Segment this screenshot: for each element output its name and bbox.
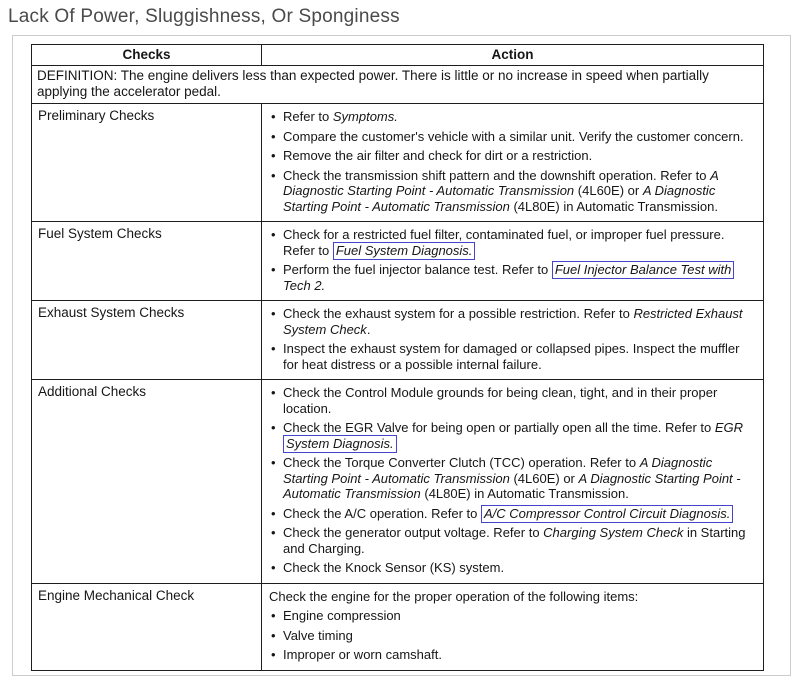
- action-item: [268, 109, 755, 125]
- action-item: [268, 262, 755, 293]
- table-body: [32, 66, 764, 671]
- table-row-fuel: [32, 222, 764, 301]
- check-cell: Preliminary Checks: [32, 104, 262, 222]
- table-row-engine: [32, 583, 764, 670]
- text-segment: A Diagnostic Starting Point - Automatic Transmission: [283, 470, 741, 501]
- check-cell: Fuel System Checks: [32, 222, 262, 301]
- text-segment: (4L60E) or: [574, 183, 643, 198]
- table-row-additional: [32, 380, 764, 584]
- action-intro: [268, 589, 755, 605]
- action-item: [268, 647, 755, 663]
- text-segment: Check for a restricted fuel filter, contaminated fuel, or improper fuel pressure. Refer to: [283, 227, 725, 258]
- text-segment: (4L60E) or: [509, 470, 579, 486]
- action-item: [268, 306, 755, 337]
- action-item: [268, 560, 755, 576]
- text-segment: Compare the customer's vehicle with a similar unit. Verify the customer concern.: [283, 128, 744, 144]
- table-row-exhaust: [32, 301, 764, 380]
- text-segment: A Diagnostic Starting Point - Automatic Transmission: [283, 455, 713, 486]
- action-item: [268, 525, 755, 556]
- action-item: [268, 341, 755, 372]
- text-segment: Charging System Check: [543, 525, 684, 540]
- text-segment: Check the generator output voltage. Refer to: [283, 525, 544, 540]
- text-segment: Inspect the exhaust system for damaged or collapsed pipes. Inspect the muffler for heat distress or a possible internal failure.: [283, 341, 740, 372]
- action-cell: [262, 222, 764, 301]
- text-segment: A Diagnostic Starting Point - Automatic Transmission: [283, 183, 716, 214]
- reference-link[interactable]: Fuel Injector Balance Test with: [552, 261, 735, 279]
- check-cell: Exhaust System Checks: [32, 301, 262, 380]
- text-segment: Improper or worn camshaft.: [283, 647, 442, 662]
- text-segment: in Starting and Charging.: [283, 525, 746, 556]
- text-segment: .: [366, 321, 371, 337]
- action-item: [268, 227, 755, 258]
- action-item: [268, 420, 755, 451]
- page-title: Lack Of Power, Sluggishness, Or Sponginess: [8, 6, 400, 27]
- diagnostic-table: [31, 44, 764, 671]
- text-segment: Check the engine for the proper operation of the following items:: [269, 588, 639, 604]
- text-segment: Check the exhaust system for a possible restriction. Refer to: [283, 306, 634, 321]
- action-item: [268, 506, 755, 522]
- action-cell: [262, 301, 764, 380]
- text-segment: Remove the air filter and check for dirt or a restriction.: [283, 148, 593, 163]
- text-segment: Check the Torque Converter Clutch (TCC) operation. Refer to: [283, 455, 640, 470]
- action-cell: [262, 380, 764, 584]
- action-cell: [262, 104, 764, 222]
- action-item: [268, 628, 755, 644]
- text-segment: Check the A/C operation. Refer to: [283, 505, 481, 521]
- check-cell: Engine Mechanical Check: [32, 583, 262, 670]
- text-segment: Symptoms.: [332, 109, 398, 124]
- action-column-header: Action: [262, 45, 764, 66]
- definition-row: [32, 66, 764, 104]
- action-item: [268, 455, 755, 502]
- text-segment: Perform the fuel injector balance test. Refer to: [283, 262, 552, 277]
- action-item: [268, 168, 755, 215]
- action-cell: [262, 583, 764, 670]
- text-segment: Check the Knock Sensor (KS) system.: [283, 560, 505, 575]
- text-segment: Tech 2.: [283, 277, 326, 293]
- action-item: [268, 129, 755, 145]
- text-segment: Refer to: [283, 109, 333, 124]
- action-item: [268, 608, 755, 624]
- text-segment: Valve timing: [283, 627, 353, 643]
- reference-link[interactable]: System Diagnosis.: [283, 435, 397, 453]
- action-item: [268, 148, 755, 164]
- text-segment: (4L80E) in Automatic Transmission.: [509, 198, 718, 214]
- text-segment: Check the transmission shift pattern and the downshift operation. Refer to: [283, 167, 711, 183]
- reference-link[interactable]: A/C Compressor Control Circuit Diagnosis.: [481, 505, 733, 523]
- text-segment: Check the Control Module grounds for being clean, tight, and in their proper location.: [283, 385, 718, 416]
- text-segment: Restricted Exhaust System Check: [283, 306, 743, 337]
- header-row: [32, 45, 764, 66]
- check-cell: Additional Checks: [32, 380, 262, 584]
- text-segment: Engine compression: [283, 608, 401, 623]
- text-segment: A Diagnostic Starting Point - Automatic Transmission: [283, 167, 719, 198]
- action-item: [268, 385, 755, 416]
- text-segment: Check the EGR Valve for being open or partially open all the time. Refer to: [283, 420, 715, 435]
- definition-text: DEFINITION: The engine delivers less than expected power. There is little or no increase in speed when partially applying the accelerator pedal.: [32, 66, 764, 104]
- content-frame: [12, 35, 791, 676]
- text-segment: EGR: [714, 420, 744, 435]
- checks-column-header: Checks: [32, 45, 262, 66]
- text-segment: (4L80E) in Automatic Transmission.: [420, 486, 629, 501]
- reference-link[interactable]: Fuel System Diagnosis.: [333, 242, 476, 260]
- table-row-preliminary: [32, 104, 764, 222]
